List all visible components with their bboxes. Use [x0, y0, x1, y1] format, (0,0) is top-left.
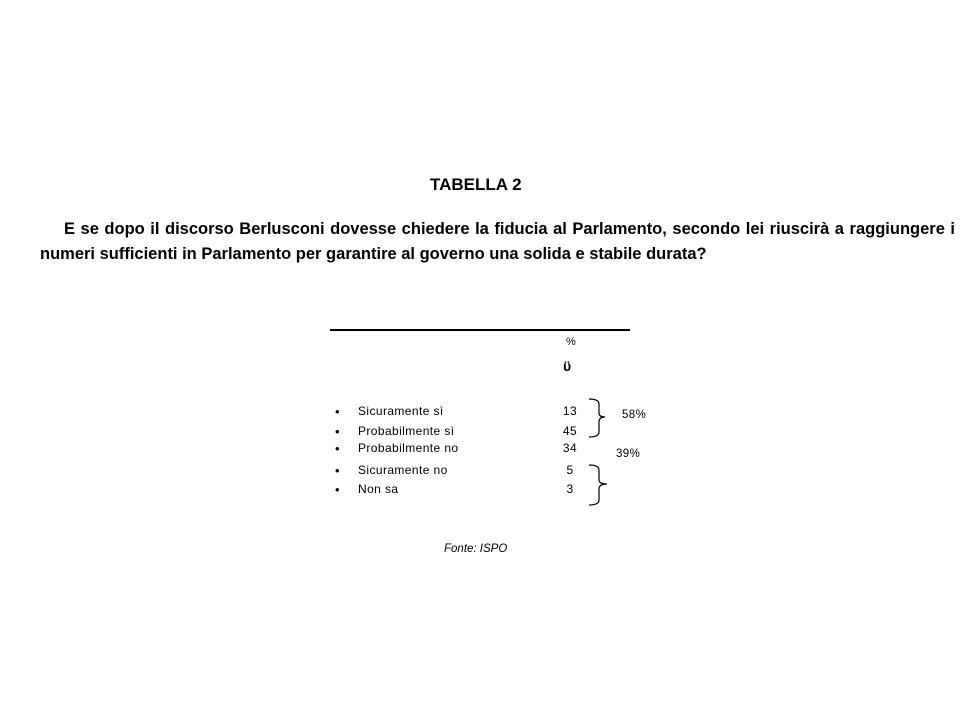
percent-column-header: %: [566, 336, 576, 348]
row-value: 3: [566, 482, 574, 496]
table-row: [0, 424, 960, 440]
row-value: 34: [562, 441, 578, 455]
row-label: Probabilmente sì: [358, 424, 455, 438]
row-value: 45: [562, 424, 578, 438]
bullet-icon: •: [335, 424, 340, 439]
bullet-icon: •: [335, 482, 340, 497]
table-title: TABELLA 2: [430, 175, 522, 194]
group-label-no: 39%: [616, 448, 641, 460]
row-value: 13: [562, 404, 578, 418]
survey-question: E se dopo il discorso Berlusconi dovesse chiedere la fiducia al Parlamento, secondo lei riuscirà a raggiungere i numeri sufficienti in Parlamento per garantire al governo una solida e stabile durata?: [40, 220, 955, 263]
row-label: Sicuramente sì: [358, 404, 444, 418]
row-label: Sicuramente no: [358, 463, 448, 477]
right-brace-icon: [585, 396, 615, 441]
right-brace-icon: [585, 462, 615, 508]
percent-symbol: ϋ: [563, 358, 572, 374]
table-row: [0, 404, 960, 420]
group-label-yes: 58%: [622, 409, 647, 421]
row-label: Probabilmente no: [358, 441, 459, 455]
source-note: Fonte: ISPO: [444, 543, 508, 555]
table-row: [0, 441, 960, 457]
header-rule: [330, 329, 630, 331]
table-row: [0, 482, 960, 498]
bullet-icon: •: [335, 404, 340, 419]
row-value: 5: [566, 463, 574, 477]
bullet-icon: •: [335, 441, 340, 456]
row-label: Non sa: [358, 482, 399, 496]
bullet-icon: •: [335, 463, 340, 478]
table-row: [0, 463, 960, 479]
